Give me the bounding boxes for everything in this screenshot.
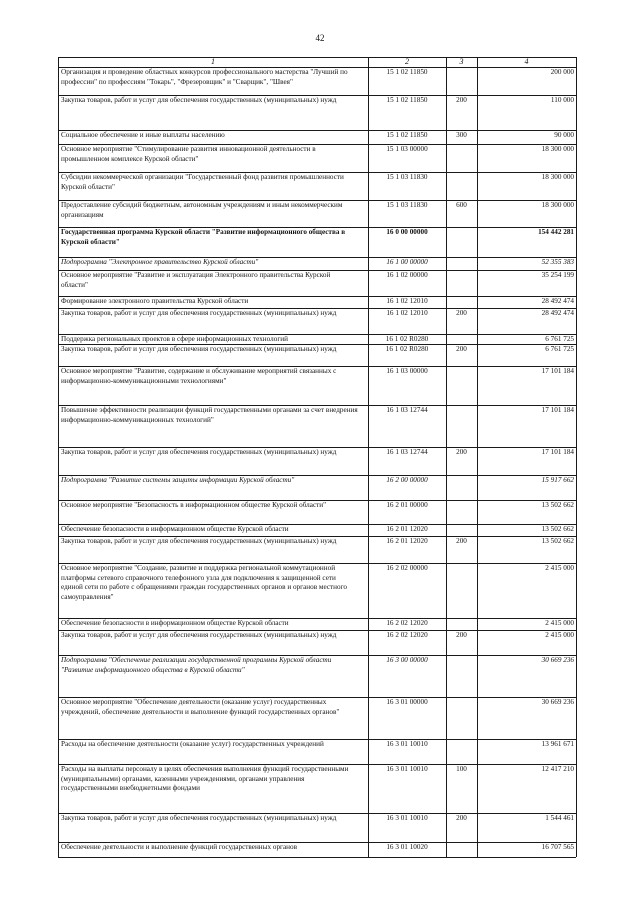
row-amount-cell: 13 502 662 xyxy=(541,501,574,509)
row-amount-cell: 30 669 236 xyxy=(541,698,574,706)
table-row xyxy=(58,200,576,227)
table-row xyxy=(58,366,576,405)
row-amount-cell: 17 101 184 xyxy=(541,406,574,414)
row-name-cell: Основное мероприятие "Создание, развитие и поддержка региональной коммутационной платформы сетевого справочного телефонного узла для подключения к защищенной сети единой сети по работе с обращениями граждан государственных органов и органов местного самоуправления" xyxy=(61,564,347,601)
row-name-cell: Закупка товаров, работ и услуг для обеспечения государственных (муниципальных) нужд xyxy=(61,345,337,353)
row-code-cell: 15 1 03 00000 xyxy=(386,145,428,153)
row-name-cell: Поддержка региональных проектов в сфере информационных технологий xyxy=(61,335,288,343)
row-amount-cell: 13 961 671 xyxy=(541,740,574,748)
table-bottom-rule xyxy=(58,857,576,858)
row-type-cell: 200 xyxy=(456,537,467,545)
row-code-cell: 15 1 02 11850 xyxy=(386,96,428,104)
row-code-cell: 16 1 03 12744 xyxy=(386,406,428,414)
row-code-cell: 16 2 00 00000 xyxy=(386,476,428,484)
row-amount-cell: 16 707 565 xyxy=(541,843,574,851)
row-amount-cell: 18 300 000 xyxy=(541,201,574,209)
row-amount-cell: 28 492 474 xyxy=(541,309,574,317)
row-code-cell: 16 3 01 10020 xyxy=(386,843,428,851)
row-type-cell: 600 xyxy=(456,201,467,209)
table-row xyxy=(58,536,576,563)
table-row xyxy=(58,447,576,475)
table-row xyxy=(58,172,576,200)
row-amount-cell: 13 502 662 xyxy=(541,537,574,545)
row-name-cell: Основное мероприятие "Обеспечение деятельности (оказание услуг) государственных учреждений, обеспечение деятельности и выполнение функций государственных органов" xyxy=(61,698,340,716)
row-type-cell: 200 xyxy=(456,309,467,317)
header-col-2: 2 xyxy=(405,57,409,66)
header-col-1: 1 xyxy=(211,57,215,66)
row-amount-cell: 2 415 000 xyxy=(545,631,574,639)
row-name-cell: Повышение эффективности реализации функций государственными органами за счет внедрения информационно-коммуникационных технологий" xyxy=(61,406,358,424)
row-type-cell: 200 xyxy=(456,345,467,353)
row-code-cell: 16 1 02 12010 xyxy=(386,297,428,305)
table-row xyxy=(58,618,576,630)
table-row xyxy=(58,257,576,270)
row-name-cell: Закупка товаров, работ и услуг для обеспечения государственных (муниципальных) нужд xyxy=(61,96,337,104)
header-col-3: 3 xyxy=(459,57,464,66)
row-code-cell: 16 2 02 12020 xyxy=(386,619,428,627)
table-row xyxy=(58,842,576,857)
table-row xyxy=(58,697,576,739)
row-name-cell: Государственная программа Курской области "Развитие информационного общества в Курской области" xyxy=(61,228,346,246)
row-code-cell: 16 3 00 00000 xyxy=(386,656,428,664)
row-code-cell: 16 3 01 10010 xyxy=(386,814,428,822)
row-amount-cell: 52 355 383 xyxy=(541,258,574,266)
row-type-cell: 200 xyxy=(456,96,467,104)
row-name-cell: Основное мероприятие "Развитие, содержание и обслуживание мероприятий связанных с информационно-коммуникационными технологиями" xyxy=(61,367,337,385)
row-code-cell: 16 2 02 00000 xyxy=(386,564,428,572)
row-amount-cell: 13 502 662 xyxy=(541,525,574,533)
row-amount-cell: 15 917 662 xyxy=(541,476,574,484)
row-name-cell: Обеспечение деятельности и выполнение функций государственных органов xyxy=(61,843,298,851)
row-name-cell: Расходы на обеспечение деятельности (оказание услуг) государственных учреждений xyxy=(61,740,324,748)
table-row xyxy=(58,563,576,618)
row-name-cell: Закупка товаров, работ и услуг для обеспечения государственных (муниципальных) нужд xyxy=(61,631,337,639)
row-code-cell: 16 1 03 12744 xyxy=(386,448,428,456)
table-row xyxy=(58,500,576,524)
row-name-cell: Закупка товаров, работ и услуг для обеспечения государственных (муниципальных) нужд xyxy=(61,537,337,545)
row-amount-cell: 90 000 xyxy=(554,131,574,139)
table-row xyxy=(58,95,576,130)
table-row xyxy=(58,308,576,334)
row-code-cell: 16 1 00 00000 xyxy=(386,258,428,266)
row-code-cell: 16 3 01 10010 xyxy=(386,740,428,748)
table-row xyxy=(58,270,576,296)
row-amount-cell: 17 101 184 xyxy=(541,367,574,375)
row-name-cell: Обеспечение безопасности в информационном обществе Курской области xyxy=(61,525,289,533)
row-name-cell: Закупка товаров, работ и услуг для обеспечения государственных (муниципальных) нужд xyxy=(61,814,337,822)
row-code-cell: 16 1 03 00000 xyxy=(386,367,428,375)
header-col-4: 4 xyxy=(524,57,529,66)
row-type-cell: 200 xyxy=(456,814,467,822)
row-code-cell: 16 3 01 00000 xyxy=(386,698,428,706)
table-row xyxy=(58,739,576,764)
page-number: 42 xyxy=(315,33,325,43)
row-type-cell: 100 xyxy=(456,765,467,773)
row-name-cell: Основное мероприятие "Стимулирование развития инновационной деятельности в промышленном комплексе Курской области" xyxy=(61,145,316,163)
row-name-cell: Расходы на выплаты персоналу в целях обеспечения выполнения функций государственными (муниципальными) органами, казенными учреждениями, органами управления государственными внебюджетными фондами xyxy=(61,765,349,793)
row-amount-cell: 30 669 236 xyxy=(541,656,574,664)
row-name-cell: Субсидии некоммерческой организации "Государственный фонд развития промышленности Курской области" xyxy=(61,173,344,191)
table-border-right xyxy=(576,57,577,857)
table-row xyxy=(58,630,576,655)
row-amount-cell: 6 761 725 xyxy=(545,335,574,343)
row-amount-cell: 17 101 184 xyxy=(541,448,574,456)
row-amount-cell: 2 415 000 xyxy=(545,619,574,627)
row-amount-cell: 1 544 461 xyxy=(545,814,574,822)
row-code-cell: 16 2 01 00000 xyxy=(386,501,428,509)
row-amount-cell: 28 492 474 xyxy=(541,297,574,305)
row-type-cell: 300 xyxy=(456,131,467,139)
row-amount-cell: 2 415 000 xyxy=(545,564,574,572)
table-row xyxy=(58,524,576,536)
table-row xyxy=(58,655,576,697)
row-amount-cell: 12 417 210 xyxy=(541,765,574,773)
row-amount-cell: 200 000 xyxy=(550,68,574,76)
table-row xyxy=(58,227,576,257)
row-amount-cell: 35 254 199 xyxy=(541,271,574,279)
row-amount-cell: 6 761 725 xyxy=(545,345,574,353)
row-code-cell: 16 1 02 R0280 xyxy=(385,345,429,353)
table-row xyxy=(58,405,576,447)
row-name-cell: Закупка товаров, работ и услуг для обеспечения государственных (муниципальных) нужд xyxy=(61,309,337,317)
row-amount-cell: 18 300 000 xyxy=(541,145,574,153)
row-name-cell: Предоставление субсидий бюджетным, автономным учреждениям и иным некоммерческим организациям xyxy=(61,201,343,219)
row-type-cell: 200 xyxy=(456,448,467,456)
row-name-cell: Подпрограмма "Развитие системы защиты информации Курской области" xyxy=(61,476,295,484)
row-code-cell: 16 1 02 12010 xyxy=(386,309,428,317)
row-name-cell: Подпрограмма "Обеспечение реализации государственной программы Курской области "Развитие информационного общества в Курской области" xyxy=(61,656,332,674)
row-name-cell: Подпрограмма "Электронное правительство Курской области" xyxy=(61,258,259,266)
table-row xyxy=(58,813,576,842)
row-code-cell: 16 2 02 12020 xyxy=(386,631,428,639)
table-row xyxy=(58,764,576,813)
row-code-cell: 16 1 02 R0280 xyxy=(385,335,429,343)
row-name-cell: Закупка товаров, работ и услуг для обеспечения государственных (муниципальных) нужд xyxy=(61,448,337,456)
row-amount-cell: 154 442 281 xyxy=(538,228,574,236)
row-code-cell: 16 1 02 00000 xyxy=(386,271,428,279)
row-name-cell: Социальное обеспечение и иные выплаты населению xyxy=(61,131,225,139)
row-code-cell: 15 1 03 11830 xyxy=(386,201,428,209)
table-row xyxy=(58,296,576,308)
table-row xyxy=(58,130,576,144)
row-name-cell: Обеспечение безопасности в информационном обществе Курской области xyxy=(61,619,289,627)
table-row xyxy=(58,144,576,172)
row-code-cell: 15 1 02 11850 xyxy=(386,131,428,139)
row-code-cell: 15 1 03 11830 xyxy=(386,173,428,181)
row-name-cell: Формирование электронного правительства Курской области xyxy=(61,297,249,305)
row-code-cell: 15 1 02 11850 xyxy=(386,68,428,76)
row-name-cell: Основное мероприятие "Развитие и эксплуатация Электронного правительства Курской области" xyxy=(61,271,331,289)
row-name-cell: Организация и проведение областных конкурсов профессионального мастерства "Лучший по профессии" по профессиям "Токарь", "Фрезеровщик" и "Сварщик", "Швея" xyxy=(61,68,348,86)
row-code-cell: 16 2 01 12020 xyxy=(386,525,428,533)
row-amount-cell: 18 300 000 xyxy=(541,173,574,181)
table-row xyxy=(58,334,576,344)
row-name-cell: Основное мероприятие "Безопасность в информационном обществе Курской области" xyxy=(61,501,327,509)
row-code-cell: 16 2 01 12020 xyxy=(386,537,428,545)
row-code-cell: 16 3 01 10010 xyxy=(386,765,428,773)
row-code-cell: 16 0 00 00000 xyxy=(386,228,428,236)
table-row xyxy=(58,344,576,366)
table-row xyxy=(58,67,576,95)
table-row xyxy=(58,475,576,500)
row-type-cell: 200 xyxy=(456,631,467,639)
row-amount-cell: 110 000 xyxy=(550,96,574,104)
